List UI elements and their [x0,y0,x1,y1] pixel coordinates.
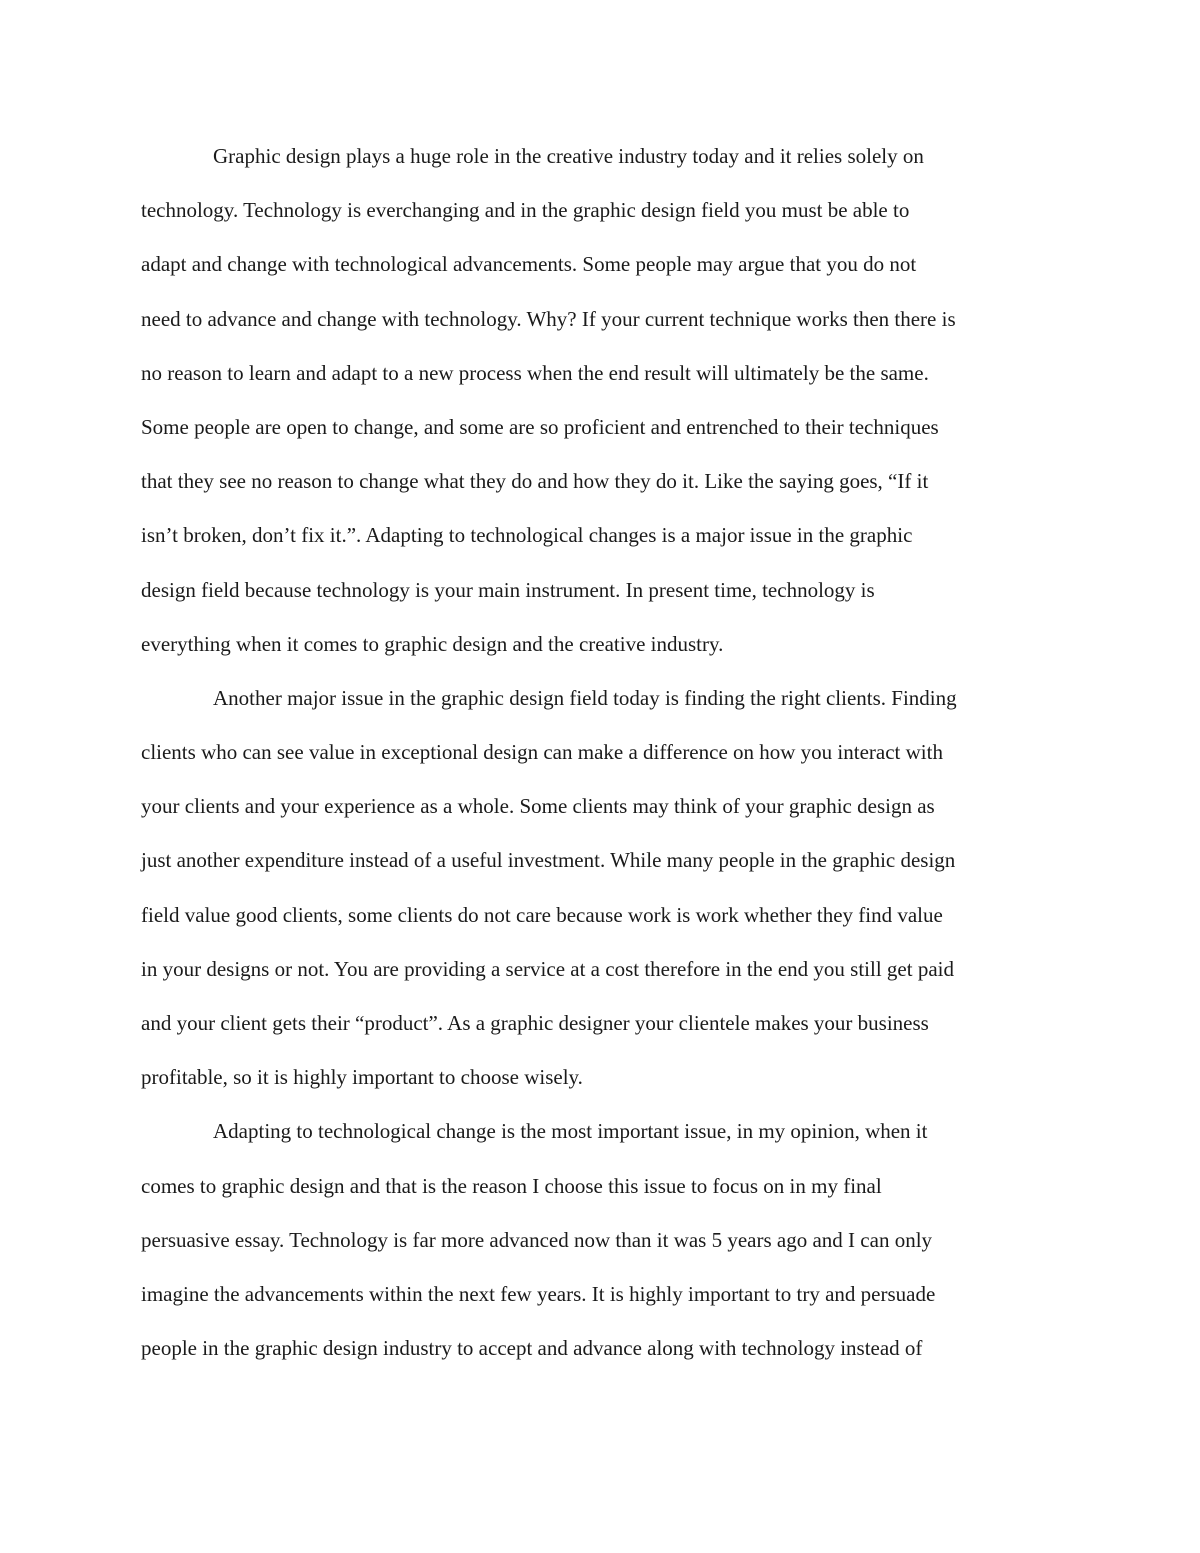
text-line: adapt and change with technological advancements. Some people may argue that you do not [141,252,917,277]
text-line: Graphic design plays a huge role in the creative industry today and it relies solely on [213,144,924,168]
text-line: Adapting to technological change is the most important issue, in my opinion, when it [213,1119,928,1144]
text-line: design field because technology is your main instrument. In present time, technology is [141,577,875,602]
text-line: technology. Technology is everchanging and in the graphic design field you must be able to [141,198,910,223]
paragraph-1 [141,129,1059,671]
text-line: just another expenditure instead of a useful investment. While many people in the graphic design [141,848,956,873]
text-line: everything when it comes to graphic design and the creative industry. [141,631,724,656]
paragraph-2 [141,671,1059,1105]
text-line: no reason to learn and adapt to a new process when the end result will ultimately be the same. [141,360,929,385]
text-line: isn’t broken, don’t fix it.”. Adapting to technological changes is a major issue in the graphic [141,523,913,548]
text-line: and your client gets their “product”. As a graphic designer your clientele makes your business [141,1011,929,1035]
text-line: people in the graphic design industry to accept and advance along with technology instead of [141,1336,923,1361]
text-line: Some people are open to change, and some are so proficient and entrenched to their techniques [141,414,939,439]
paragraph-3 [141,1104,1059,1375]
text-line: need to advance and change with technology. Why? If your current technique works then there is [141,306,956,331]
text-line: field value good clients, some clients do not care because work is work whether they find value [141,902,943,927]
text-line: Another major issue in the graphic design field today is finding the right clients. Finding [213,685,957,710]
essay-body [141,129,1059,1375]
text-line: clients who can see value in exceptional design can make a difference on how you interact with [141,740,943,765]
text-line: profitable, so it is highly important to choose wisely. [141,1065,583,1090]
text-line: your clients and your experience as a whole. Some clients may think of your graphic design as [141,794,935,819]
text-line: imagine the advancements within the next few years. It is highly important to try and persuade [141,1281,936,1306]
text-line: in your designs or not. You are providing a service at a cost therefore in the end you still get paid [141,956,954,981]
text-line: that they see no reason to change what they do and how they do it. Like the saying goes, “If it [141,469,929,494]
text-line: comes to graphic design and that is the reason I choose this issue to focus on in my final [141,1173,882,1198]
text-line: persuasive essay. Technology is far more advanced now than it was 5 years ago and I can only [141,1227,933,1252]
